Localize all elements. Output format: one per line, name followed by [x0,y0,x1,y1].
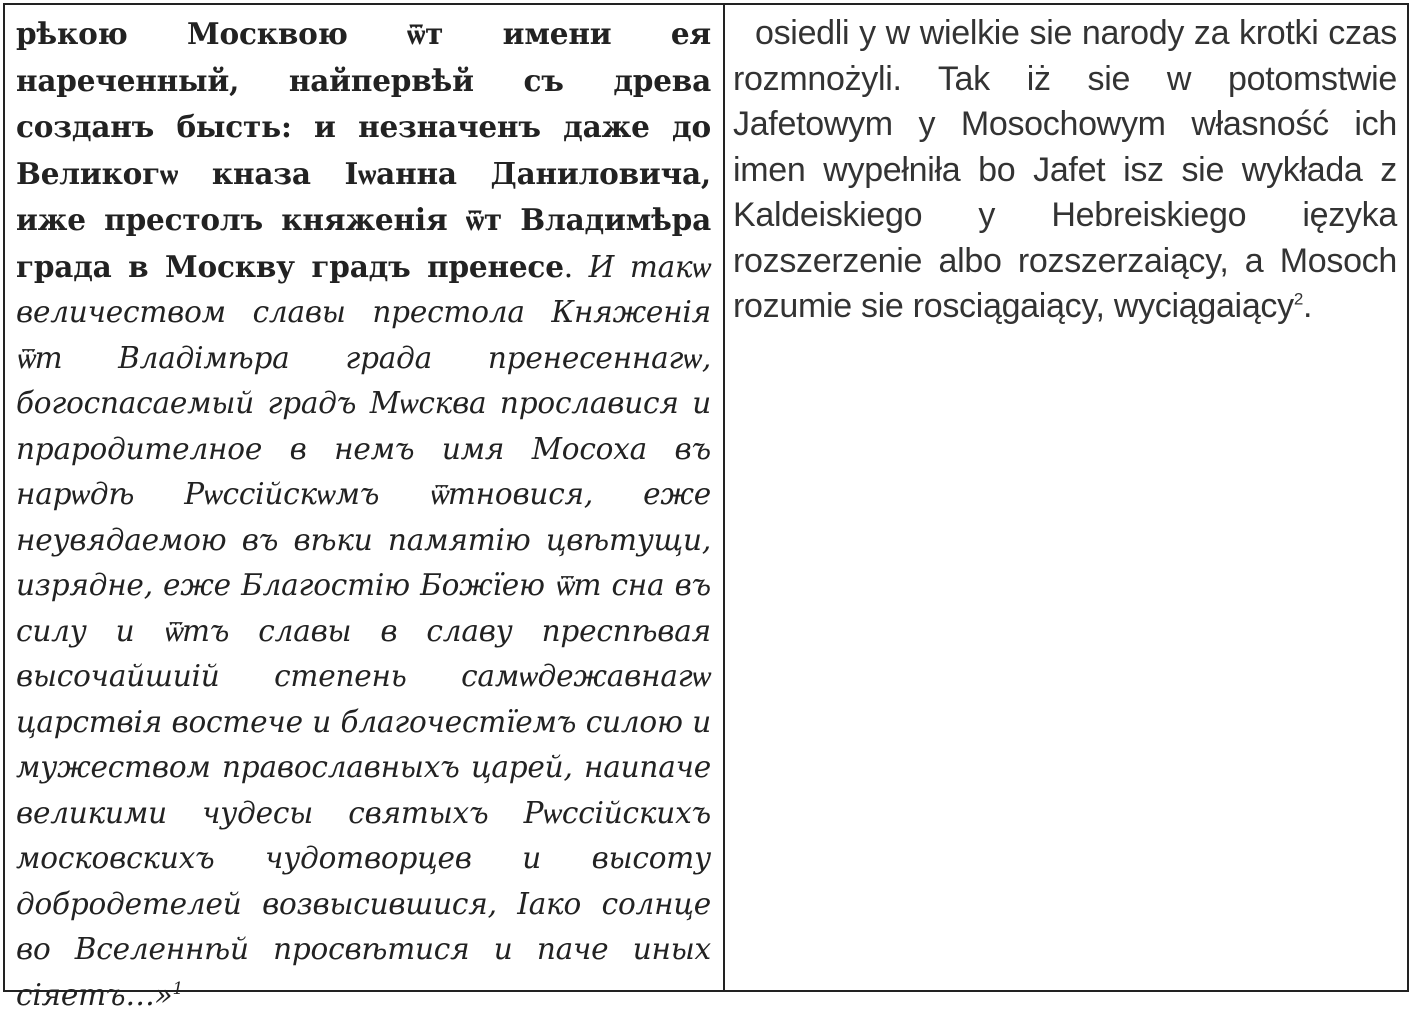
footnote-marker-2: 2 [1293,289,1303,309]
russian-italic-text: И такѡ величеством славы престола Княженія ѿт Владімѣра града пренесеннагѡ, богоспасаемый градъ Мѡсква прославися и прародителное в немъ имя Мосоха въ нарѡдѣ Рѡссійскѡмъ ѿтновися, еже неувядаемою въ вѣки памятію цвѣтущи, изрядне, еже Благостію Божїею ѿт сна въ силу и ѿтъ славы в славу преспѣвая высочайшиій степень самѡдежавнагѡ царствія востече и благочестїемъ силою и мужеством православныхъ царей, наипаче великими чудесы святыхъ Рѡссійскихъ московскихъ чудотворцев и высоту добродетелей возвысившися, Іако солнце во Вселеннѣй просвѣтися и паче иных сіяетъ…» [16,249,711,1012]
russian-paragraph [16,11,711,1018]
footnote-marker-1: 1 [172,978,184,999]
two-column-table [3,3,1409,1012]
russian-bold-text: рѣкою Москвою ѿт имени ея нареченный, найпервѣй съ древа созданъ бысть: и незначенъ даже до Великогѡ кназа Іѡанна Даниловича, иже престолъ княженія ѿт Владимѣра града в Москву градъ пренесе [16,16,711,284]
polish-text: osiedli y w wielkie sie narody za krotki czas rozmnożyli. Tak iż sie w potomstwie Jafetowym y Mosochowym własność ich imen wypełniła bo Jafet isz sie wykłada z Kaldeiskiego y Hebreiskiego ięzyka rozszerzenie albo rozszerzaiący, a Mosoch rozumie sie rosciągaiący, wyciągaiący [733,14,1397,325]
left-column-russian [5,5,725,1012]
polish-trailing-period: . [1302,287,1313,325]
polish-paragraph [733,11,1397,330]
russian-period: . [563,249,589,284]
right-column-polish [725,5,1407,990]
